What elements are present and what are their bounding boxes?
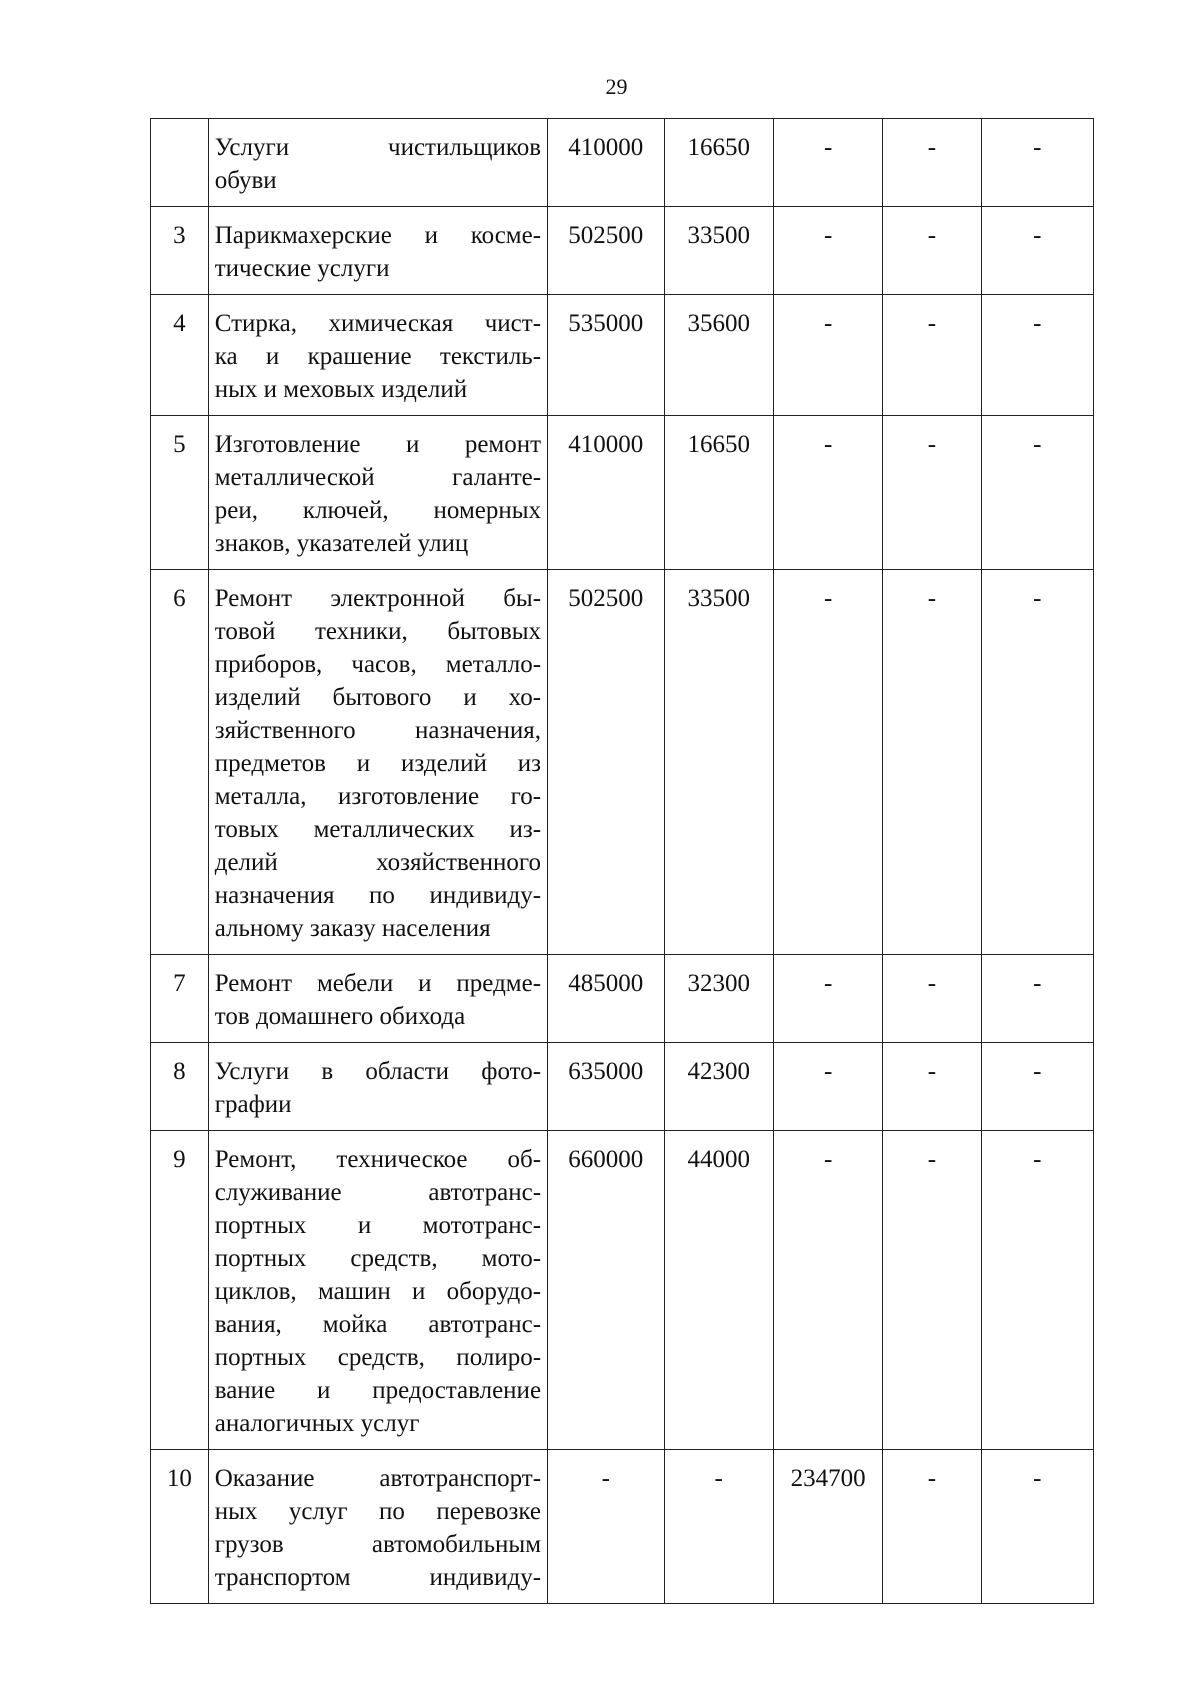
value-cell-c3: - [773,1131,882,1450]
value-cell-c2: 42300 [664,1043,773,1131]
value-cell-c2: 32300 [664,955,773,1043]
description-line: Изготовление и ремонт [214,431,542,458]
service-description [208,119,547,207]
value-cell-c2: 16650 [664,416,773,570]
row-number: 10 [151,1450,209,1604]
description-line: портных средств, полиро- [214,1344,542,1371]
value-cell-c4: - [883,207,981,295]
value-cell-c5: - [981,1450,1093,1604]
description-line: изделий бытового и хо- [214,684,542,711]
table-row [151,1131,1094,1450]
row-number: 7 [151,955,209,1043]
value-cell-c2: 33500 [664,207,773,295]
description-line: обуви [214,167,277,194]
description-line: графии [214,1091,292,1118]
value-cell-c4: - [883,1450,981,1604]
value-cell-c3: - [773,1043,882,1131]
service-description [208,1450,547,1604]
description-line: Оказание автотранспорт- [214,1465,542,1492]
value-cell-c4: - [883,955,981,1043]
value-cell-c1: 410000 [548,416,664,570]
description-line: вания, мойка автотранс- [214,1311,542,1338]
table-row [151,1450,1094,1604]
value-cell-c1: - [548,1450,664,1604]
description-line: назначения по индивиду- [214,882,542,909]
table-row [151,955,1094,1043]
value-cell-c2: - [664,1450,773,1604]
row-number: 3 [151,207,209,295]
description-line: аналогичных услуг [214,1410,420,1437]
value-cell-c4: - [883,1131,981,1450]
description-line: тические услуги [214,255,390,282]
description-line: Ремонт электронной бы- [214,585,542,612]
value-cell-c3: - [773,207,882,295]
value-cell-c2: 44000 [664,1131,773,1450]
description-line: ка и крашение текстиль- [214,343,542,370]
value-cell-c4: - [883,119,981,207]
table-row [151,119,1094,207]
value-cell-c5: - [981,119,1093,207]
row-number: 6 [151,570,209,955]
service-description [208,570,547,955]
description-line: знаков, указателей улиц [214,530,469,557]
description-line: предметов и изделий из [214,750,542,777]
description-line: портных и мототранс- [214,1212,542,1239]
description-line: вание и предоставление [214,1377,542,1404]
value-cell-c3: 234700 [773,1450,882,1604]
service-description [208,416,547,570]
value-cell-c5: - [981,1043,1093,1131]
value-cell-c3: - [773,119,882,207]
value-cell-c1: 635000 [548,1043,664,1131]
value-cell-c4: - [883,1043,981,1131]
description-line: реи, ключей, номерных [214,497,542,524]
value-cell-c4: - [883,570,981,955]
description-line: Ремонт мебели и предме- [214,970,542,997]
description-line: Услуги чистильщиков [214,134,542,161]
value-cell-c5: - [981,955,1093,1043]
page-number: 29 [605,74,628,99]
table-row [151,416,1094,570]
description-line: Парикмахерские и косме- [214,222,542,249]
row-number: 5 [151,416,209,570]
service-description [208,295,547,416]
service-description [208,1131,547,1450]
description-line: транспортом индивиду- [214,1564,542,1591]
value-cell-c1: 502500 [548,570,664,955]
description-line: Ремонт, техническое об- [214,1146,542,1173]
description-line: служивание автотранс- [214,1179,542,1206]
description-line: альному заказу населения [214,915,491,942]
description-line: зяйственного назначения, [214,717,542,744]
value-cell-c5: - [981,295,1093,416]
tariff-table [150,118,1094,1604]
description-line: товых металлических из- [214,816,542,843]
description-line: Услуги в области фото- [214,1058,542,1085]
table-row [151,570,1094,955]
description-line: Стирка, химическая чист- [214,310,542,337]
table-row [151,207,1094,295]
service-description [208,955,547,1043]
description-line: ных и меховых изделий [214,376,468,403]
description-line: ных услуг по перевозке [214,1498,542,1525]
value-cell-c3: - [773,295,882,416]
description-line: металлической галанте- [214,464,542,491]
description-line: циклов, машин и оборудо- [214,1278,542,1305]
row-number: 4 [151,295,209,416]
service-description [208,1043,547,1131]
description-line: приборов, часов, металло- [214,651,542,678]
value-cell-c3: - [773,570,882,955]
row-number: 8 [151,1043,209,1131]
value-cell-c1: 410000 [548,119,664,207]
value-cell-c5: - [981,416,1093,570]
value-cell-c4: - [883,295,981,416]
value-cell-c1: 660000 [548,1131,664,1450]
description-line: делий хозяйственного [214,849,542,876]
table-row [151,295,1094,416]
description-line: металла, изготовление го- [214,783,542,810]
description-line: портных средств, мото- [214,1245,542,1272]
table-row [151,1043,1094,1131]
value-cell-c4: - [883,416,981,570]
value-cell-c1: 535000 [548,295,664,416]
value-cell-c2: 35600 [664,295,773,416]
service-description [208,207,547,295]
value-cell-c1: 502500 [548,207,664,295]
description-line: грузов автомобильным [214,1531,542,1558]
value-cell-c2: 33500 [664,570,773,955]
value-cell-c5: - [981,207,1093,295]
value-cell-c5: - [981,570,1093,955]
value-cell-c2: 16650 [664,119,773,207]
value-cell-c3: - [773,416,882,570]
row-number [151,119,209,207]
value-cell-c1: 485000 [548,955,664,1043]
value-cell-c5: - [981,1131,1093,1450]
row-number: 9 [151,1131,209,1450]
description-line: товой техники, бытовых [214,618,542,645]
description-line: тов домашнего обихода [214,1003,466,1030]
value-cell-c3: - [773,955,882,1043]
